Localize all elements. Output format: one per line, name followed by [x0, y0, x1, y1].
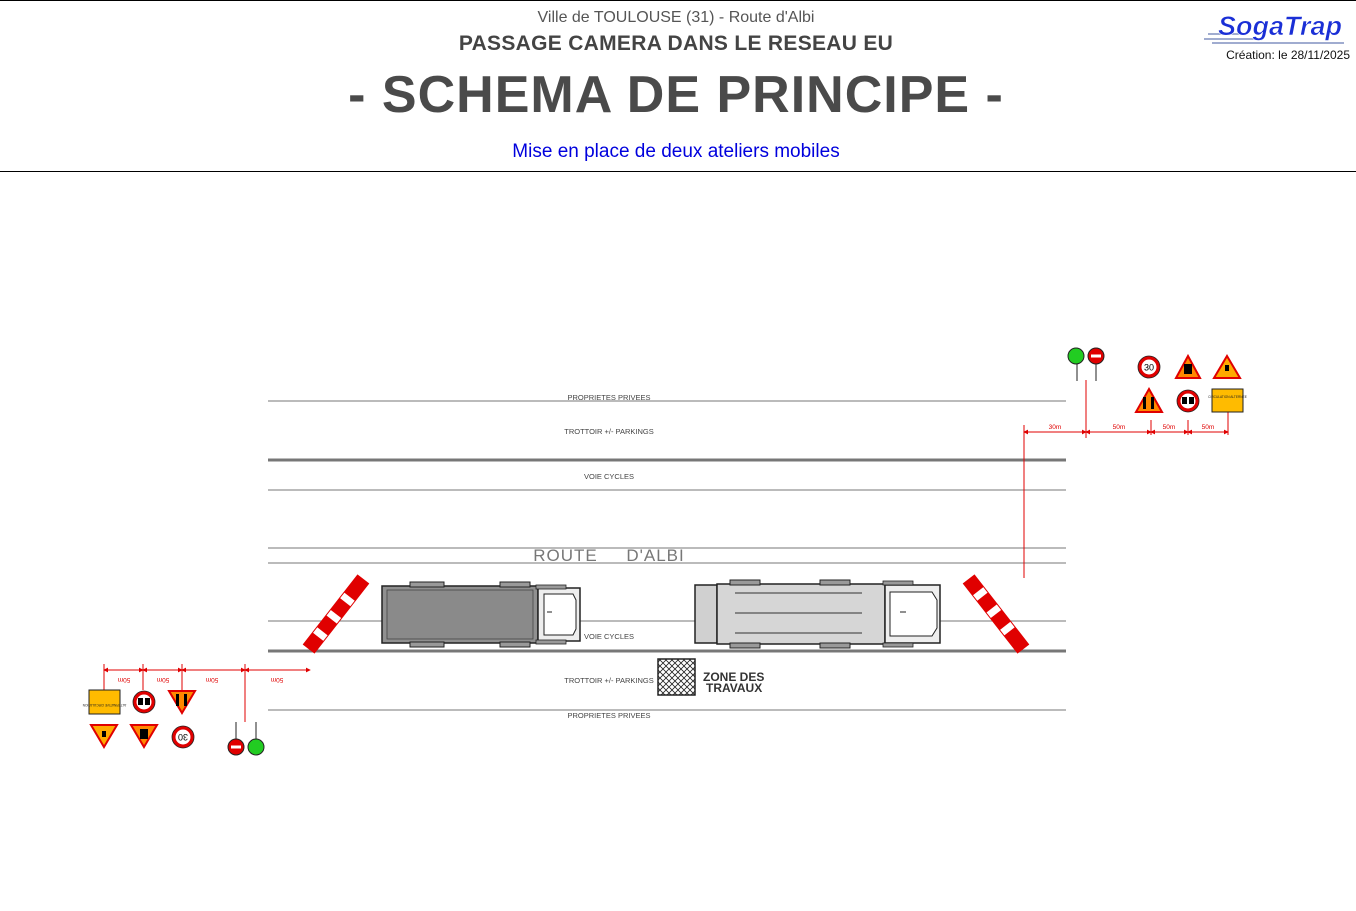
alternating-traffic-panel	[82, 690, 126, 714]
dim-right-label-3: 50m	[1162, 424, 1176, 431]
green-disc-icon	[248, 739, 264, 755]
dim-left-label-4: 50m	[270, 676, 284, 683]
no-overtaking-sign-icon	[1177, 390, 1199, 412]
dim-left-label-1: 50m	[117, 676, 131, 683]
road-narrows-sign-icon	[1136, 389, 1162, 412]
roadworks-warning-sign-icon	[131, 725, 157, 747]
page-title: - SCHEMA DE PRINCIPE -	[348, 66, 1004, 124]
road-narrows-sign-icon	[169, 691, 195, 713]
speed-limit-value-left: 30	[177, 732, 189, 742]
roadworks-warning-sign-icon	[1176, 356, 1200, 378]
dim-left-label-3: 50m	[205, 676, 219, 683]
truck-left	[382, 582, 580, 647]
alternating-traffic-panel	[1208, 389, 1247, 412]
traffic-discs-left	[228, 722, 264, 755]
location-subtitle: Ville de TOULOUSE (31) - Route d'Albi	[537, 9, 815, 26]
traffic-discs-right	[1068, 348, 1104, 381]
label-bottom-sidewalk: TROTTOIR +/- PARKINGS	[564, 676, 654, 685]
logo-text: SogaTrap	[1218, 11, 1343, 41]
work-zone-label-2: TRAVAUX	[706, 681, 763, 695]
panel-right-text: CIRCULATION ALTERNEE	[1208, 395, 1247, 399]
signs-left	[82, 690, 195, 748]
other-danger-sign-icon	[1214, 356, 1240, 378]
dim-right-label-1: 30m	[1048, 424, 1062, 431]
barrier-left	[303, 575, 368, 653]
work-zone	[658, 659, 764, 695]
barrier-right	[963, 575, 1028, 653]
speed-limit-value: 30	[1143, 362, 1155, 373]
label-top-property: PROPRIETES PRIVEES	[567, 393, 651, 402]
dim-right-label-4: 50m	[1201, 424, 1215, 431]
dim-left-label-2: 50m	[156, 676, 170, 683]
description: Mise en place de deux ateliers mobiles	[512, 141, 840, 162]
label-top-sidewalk: TROTTOIR +/- PARKINGS	[564, 427, 654, 436]
work-zone-hatch	[658, 659, 695, 695]
panel-left-text: ALTERNATIVE CIRCULATION	[82, 703, 127, 707]
green-disc-icon	[1068, 348, 1084, 364]
project-title: PASSAGE CAMERA DANS LE RESEAU EU	[458, 32, 894, 55]
work-zone-label-1: ZONE DES	[703, 670, 765, 684]
truck-right	[695, 580, 940, 648]
label-top-bike-lane: VOIE CYCLES	[583, 472, 635, 481]
dim-right-label-2: 50m	[1112, 424, 1126, 431]
road-name: ROUTE D'ALBI	[533, 546, 685, 565]
label-bottom-bike-lane: VOIE CYCLES	[583, 632, 635, 641]
no-overtaking-sign-icon	[133, 691, 155, 713]
speed-limit-sign-icon	[1138, 356, 1160, 378]
dimensions-left	[104, 664, 310, 722]
other-danger-sign-icon	[91, 725, 117, 747]
label-bottom-property: PROPRIETES PRIVEES	[567, 711, 651, 720]
speed-limit-sign-icon	[172, 726, 194, 748]
creation-date: Création: le 28/11/2025	[1226, 48, 1350, 62]
signs-right	[1136, 356, 1247, 412]
